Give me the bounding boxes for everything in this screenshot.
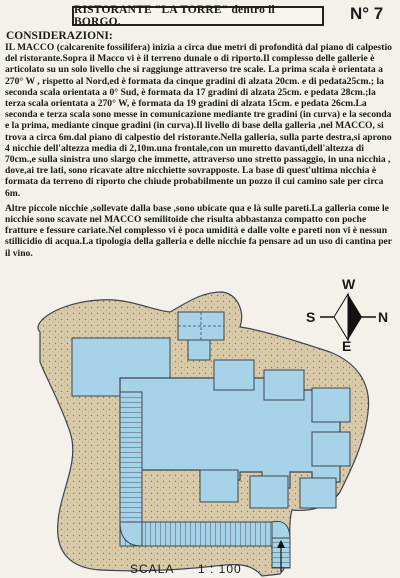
scale-value: 1 : 100 [198, 562, 242, 576]
niche-4 [312, 432, 350, 466]
bottom-niche-3 [300, 478, 336, 508]
niche-2 [264, 370, 304, 400]
compass-north: N [378, 309, 389, 325]
staircase-vertical [120, 392, 142, 522]
compass-south: S [306, 309, 316, 325]
compass-west: W [342, 276, 356, 292]
paragraph-1: IL MACCO (calcarenite fossilifera) inizia a circa due metri di profondità dal piano di calpestio del ristorante.Sopra il Macco vi è il terreno dunale o di riporto.Il complesso delle gallerie è articolato su un solo livello che si raggiunge attraverso tre scale. La prima scala è orientata a 270° W , rispetto al Nord,ed è formata da cinque gradini di alzata 20cm. e di pedata25cm.; la seconda scala orientata a 0° Sud, è formata da 17 gradini di alzata 25cm. e pedata 28cm.;la terza scala orientata a 270° W, è formata da 19 gradini di alzata 15cm. e pedata 26cm.La seconda e terza scala sono messe in comunicazione mediante tre gradini (in curva) e la seconda e la prima, mediante cinque gradini (in curva).Il livello di base della galleria ,nel MACCO, si trova a circa 6m.dal piano di calpestio del ristorante.Nella galleria, sulla parte destra,si aprono 4 nicchie dell'altezza media di 2,10m.una frontale,con un muretto davanti,dell'altezza di 70cm.,e sulla sinistra uno slargo che immette, attraverso uno stretto passaggio, in una nicchia , dove,ai tre lati, sono ricavate altre nicchiette sovrapposte. La base di quest'ultima nicchia è formata da terreno di riporto che chiude probabilmente un pozzo il cui camino sale per circa 6m. [5, 42, 392, 199]
document-header [72, 6, 324, 26]
narrow-passage [188, 340, 210, 360]
compass-east: E [342, 338, 352, 354]
niche-1 [214, 360, 254, 390]
niche-3 [312, 388, 350, 422]
header-title: RISTORANTE "LA TORRE" dentro il BORGO. [74, 4, 275, 28]
body-text [5, 42, 394, 259]
page-number: N° 7 [350, 4, 384, 23]
staircase-horizontal [120, 522, 272, 546]
scale-label: SCALA [130, 562, 175, 576]
gallery-plan-map [0, 282, 400, 578]
bottom-niche-1 [200, 470, 238, 502]
bottom-niche-2 [250, 476, 288, 508]
section-title: CONSIDERAZIONI: [6, 30, 113, 42]
paragraph-2: Altre piccole nicchie ,sollevate dalla base ,sono ubicate qua e là sulle pareti.La galleria come le nicchie sono scavate nel MACCO semilitoide che risulta abbastanza compatto con poche fratture e fessure cariate.Nel complesso vi è poca umidità e dalle volte e pareti non vi è nessun stillicidio di acqua.La tipologia della galleria e delle nicchie fa pensare ad un uso di cantina per il vino. [5, 202, 392, 259]
